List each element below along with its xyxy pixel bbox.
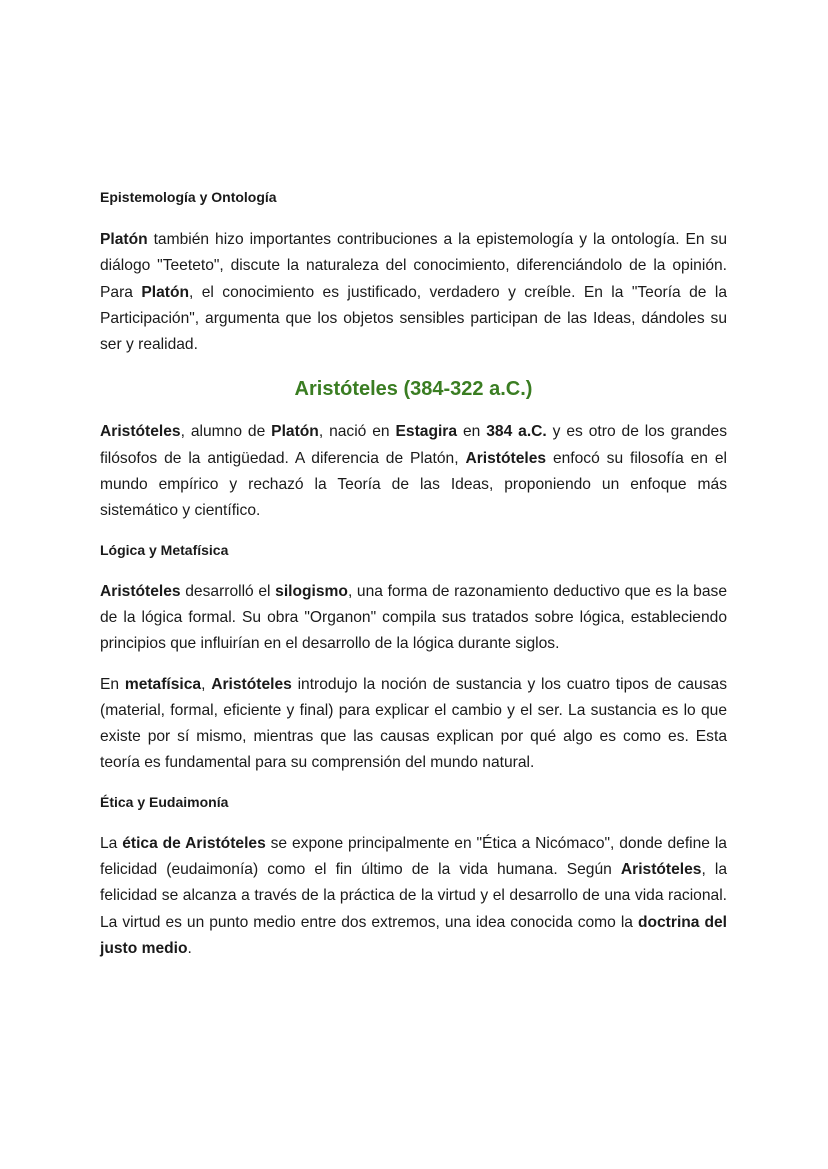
text-run: también hizo importantes contribuciones a la epistemología y la ontología. En su diálogo "Teeteto", discute la naturaleza del conocimiento, diferenciándolo de la opinión. Para: [100, 231, 727, 301]
text-run: En: [100, 675, 125, 693]
paragraph-logica: [100, 579, 727, 658]
bold-term: silogismo: [275, 582, 348, 600]
bold-term: Aristóteles: [100, 582, 181, 600]
bold-term: Aristóteles: [100, 423, 181, 441]
text-run: enfocó su filosofía en el mundo empírico y rechazó la Teoría de las Ideas, proponiendo un enfoque más sistemático y científico.: [100, 449, 727, 520]
text-run: desarrolló el: [180, 582, 276, 600]
text-run: ,: [201, 675, 212, 693]
paragraph-epistemologia: [100, 227, 727, 358]
bold-term: 384 a.C.: [486, 423, 547, 441]
section-title-aristoteles: Aristóteles (384-322 a.C.): [294, 378, 533, 401]
bold-term: Platón: [141, 283, 189, 301]
text-run: .: [187, 939, 192, 957]
paragraph-etica: [100, 831, 727, 962]
text-run: y es otro de los grandes filósofos de la antigüedad. A diferencia de Platón,: [100, 423, 727, 467]
bold-term: metafísica: [124, 675, 202, 693]
text-run: , alumno de: [180, 423, 272, 441]
section-heading-logica: Lógica y Metafísica: [100, 541, 229, 558]
text-run: se expone principalmente en "Ética a Nicómaco", donde define la felicidad (eudaimonía) como el fin último de la vida humana. Según: [100, 834, 727, 879]
paragraph-aristoteles-intro: [100, 419, 727, 524]
bold-term: doctrina del justo medio: [100, 913, 727, 957]
bold-term: Platón: [271, 423, 319, 441]
text-run: La: [100, 834, 123, 852]
text-run: , el conocimiento es justificado, verdadero y creíble. En la "Teoría de la Participación", argumenta que los objetos sensibles participan de las Ideas, dándoles su ser y realidad.: [100, 283, 727, 354]
section-heading-etica: Ética y Eudaimonía: [100, 793, 229, 810]
bold-term: ética de Aristóteles: [122, 834, 266, 852]
document-page: [100, 186, 727, 962]
bold-term: Aristóteles: [211, 675, 292, 693]
text-run: introdujo la noción de sustancia y los cuatro tipos de causas (material, formal, eficiente y final) para explicar el cambio y el ser. La sustancia es lo que existe por sí mismo, mientras que las causas explican por qué algo es como es. Esta teoría es fundamental para su comprensión del mundo natural.: [100, 675, 727, 772]
bold-term: Estagira: [395, 423, 458, 441]
text-run: en: [457, 423, 487, 441]
bold-term: Aristóteles: [620, 861, 702, 879]
text-run: , nació en: [318, 423, 396, 441]
bold-term: Platón: [100, 231, 148, 248]
bold-term: Aristóteles: [465, 449, 547, 467]
text-run: , la felicidad se alcanza a través de la práctica de la virtud y el desarrollo de una vida racional. La virtud es un punto medio entre dos extremos, una idea conocida como la: [100, 861, 727, 931]
text-run: , una forma de razonamiento deductivo que es la base de la lógica formal. Su obra "Organon" compila sus tratados sobre lógica, estableciendo principios que influirían en el desarrollo de la lógica durante siglos.: [100, 582, 727, 653]
section-heading-epistemologia: Epistemología y Ontología: [100, 189, 277, 205]
paragraph-metafisica: [100, 672, 727, 777]
